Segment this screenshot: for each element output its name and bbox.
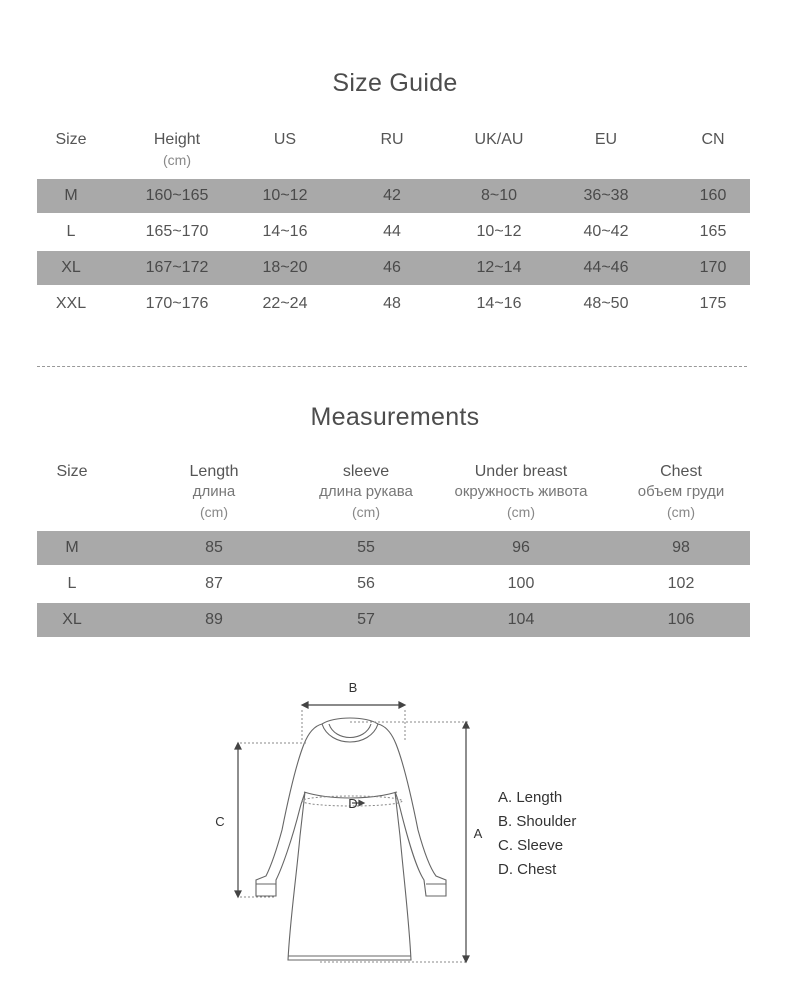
sg-cell: 160 bbox=[699, 187, 727, 204]
label-d: D bbox=[348, 796, 358, 811]
sg-cell: 170~176 bbox=[145, 295, 209, 312]
sg-cell: 36~38 bbox=[583, 187, 629, 204]
label-a: A bbox=[473, 826, 483, 841]
sg-row-m bbox=[37, 179, 750, 213]
legend-sleeve: C. Sleeve bbox=[498, 837, 564, 854]
legend-chest: D. Chest bbox=[498, 861, 557, 878]
legend-shoulder: B. Shoulder bbox=[498, 813, 577, 830]
ms-cell: 104 bbox=[507, 611, 535, 628]
ms-cell: 102 bbox=[667, 575, 695, 592]
ms-row-xl bbox=[37, 603, 750, 637]
sg-cell: XL bbox=[61, 259, 81, 276]
ms-cell: 87 bbox=[205, 575, 223, 592]
sg-cell: 165 bbox=[699, 223, 727, 240]
ms-cell: 56 bbox=[357, 575, 375, 592]
ms-cell: M bbox=[65, 539, 79, 556]
sg-cell: 40~42 bbox=[583, 223, 629, 240]
sg-header-eu: EU bbox=[594, 131, 618, 148]
label-c: C bbox=[215, 814, 225, 829]
sg-row-l bbox=[37, 215, 750, 249]
measurements-title: Measurements bbox=[310, 403, 480, 431]
ms-cell: 96 bbox=[512, 539, 530, 556]
ms-row-m bbox=[37, 531, 750, 565]
ms-cell: 89 bbox=[205, 611, 223, 628]
neckline-inner bbox=[329, 724, 371, 738]
ms-cell: 55 bbox=[357, 539, 375, 556]
sg-cell: 14~16 bbox=[262, 223, 308, 240]
ms-header-chest: Chest объем груди (cm) bbox=[637, 463, 725, 520]
sg-cell: 167~172 bbox=[145, 259, 209, 276]
ms-cell: 98 bbox=[672, 539, 690, 556]
sg-cell: 12~14 bbox=[476, 259, 522, 276]
ms-cell: L bbox=[67, 575, 77, 592]
sg-cell: 48 bbox=[383, 295, 401, 312]
sg-header-us: US bbox=[273, 131, 297, 148]
ms-cell: 100 bbox=[507, 575, 535, 592]
sg-cell: 44 bbox=[383, 223, 401, 240]
sg-header-size: Size bbox=[55, 131, 87, 148]
ms-header-length: Length длина (cm) bbox=[189, 463, 239, 520]
sg-cell: 48~50 bbox=[583, 295, 629, 312]
sg-cell: 170 bbox=[699, 259, 727, 276]
neck-top bbox=[322, 718, 378, 724]
ms-header-sleeve: sleeve длина рукава (cm) bbox=[319, 463, 413, 520]
size-guide-title: Size Guide bbox=[332, 69, 458, 97]
sg-cell: 160~165 bbox=[145, 187, 209, 204]
sg-cell: 14~16 bbox=[476, 295, 522, 312]
sg-cell: XXL bbox=[55, 295, 87, 312]
ms-row-l bbox=[37, 567, 750, 601]
sg-cell: 22~24 bbox=[262, 295, 308, 312]
sg-cell: M bbox=[64, 187, 78, 204]
dress-outline bbox=[256, 724, 446, 960]
sg-header-height: Height (cm) bbox=[153, 131, 201, 168]
ms-header-under-breast: Under breast окружность живота (cm) bbox=[454, 463, 588, 520]
label-b: B bbox=[348, 680, 358, 695]
ms-cell: XL bbox=[62, 611, 82, 628]
ms-cell: 57 bbox=[357, 611, 375, 628]
ms-cell: 85 bbox=[205, 539, 223, 556]
ms-header-size: Size bbox=[56, 463, 88, 480]
sg-cell: 165~170 bbox=[145, 223, 209, 240]
sg-cell: 42 bbox=[383, 187, 401, 204]
sg-header-ukau: UK/AU bbox=[474, 131, 524, 148]
ms-cell: 106 bbox=[667, 611, 695, 628]
sg-header-ru: RU bbox=[380, 131, 404, 148]
sg-cell: 18~20 bbox=[262, 259, 308, 276]
sg-cell: 44~46 bbox=[583, 259, 629, 276]
sg-row-xxl bbox=[37, 287, 750, 321]
sg-cell: L bbox=[66, 223, 76, 240]
sg-cell: 10~12 bbox=[476, 223, 522, 240]
sg-row-xl bbox=[37, 251, 750, 285]
sg-cell: 8~10 bbox=[480, 187, 518, 204]
section-divider bbox=[37, 366, 747, 367]
legend-length: A. Length bbox=[498, 789, 563, 806]
sg-cell: 175 bbox=[699, 295, 727, 312]
sg-header-cn: CN bbox=[701, 131, 725, 148]
sg-cell: 10~12 bbox=[262, 187, 308, 204]
sg-cell: 46 bbox=[383, 259, 401, 276]
